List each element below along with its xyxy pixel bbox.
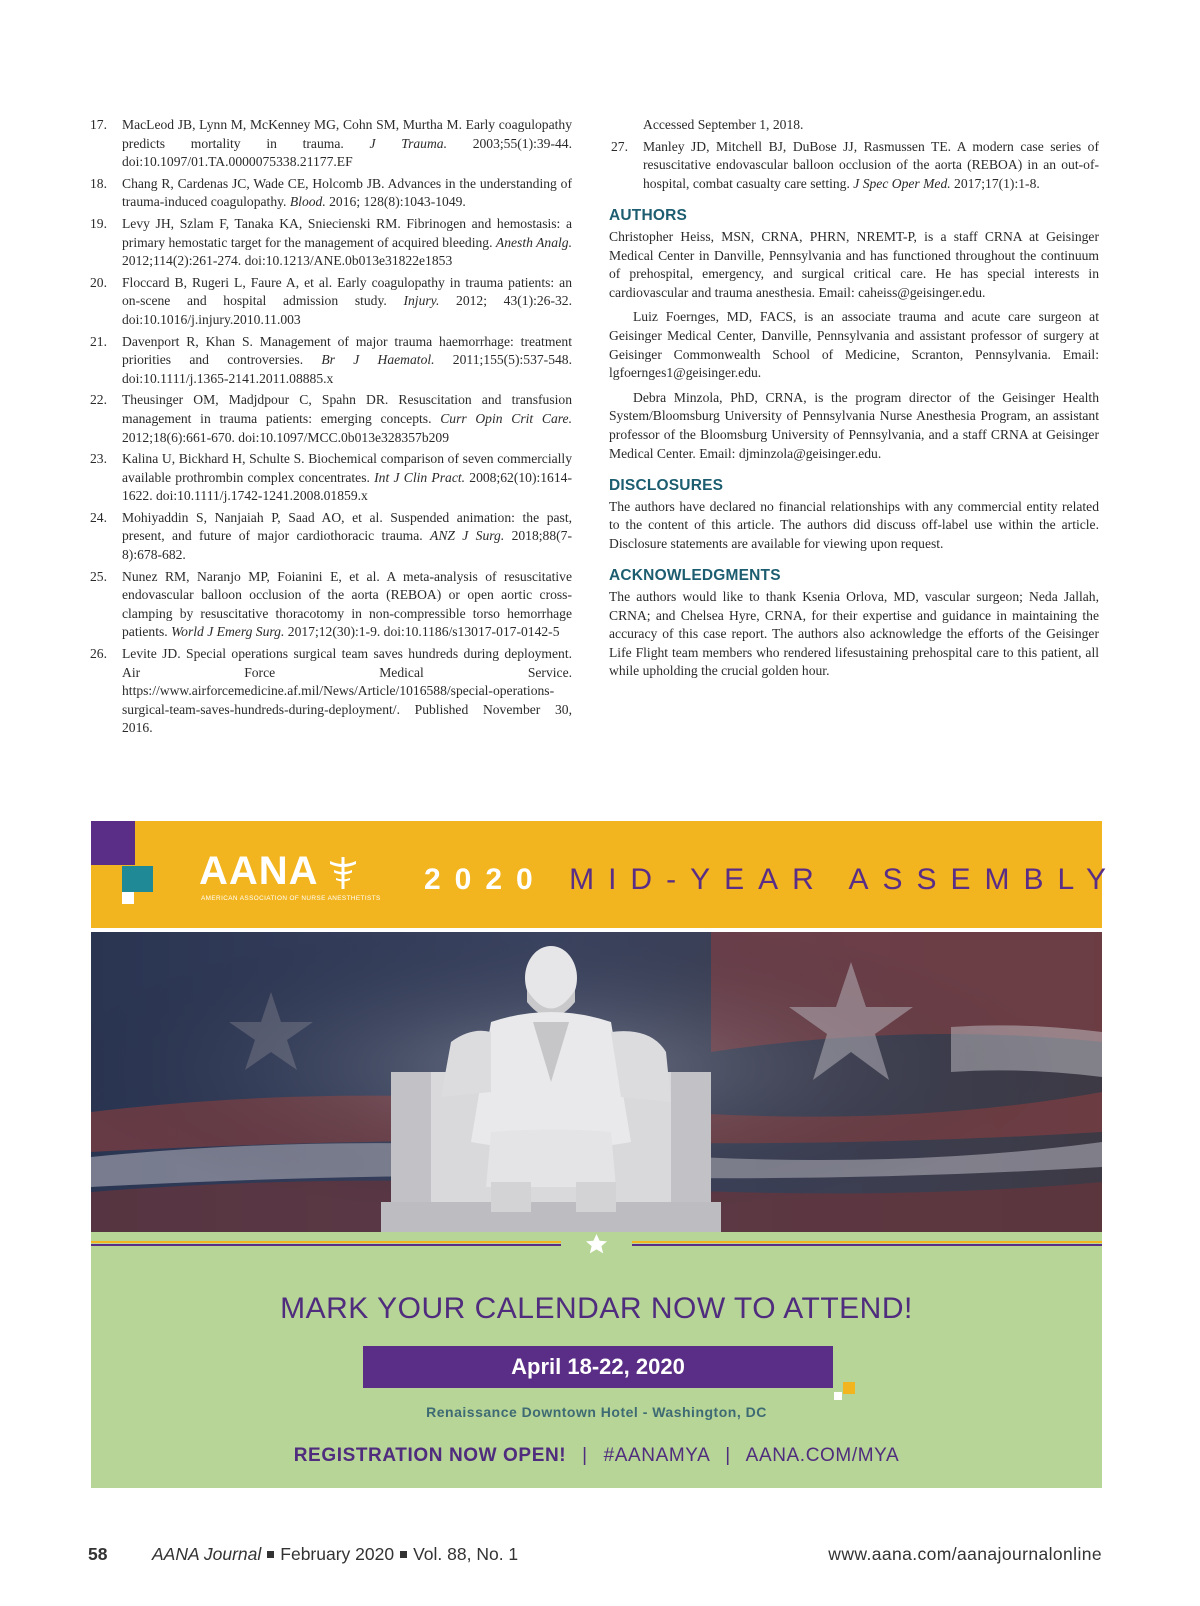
page-number: 58 xyxy=(88,1544,108,1564)
reference-journal: Blood. xyxy=(289,194,326,210)
reference-journal: J Trauma. xyxy=(369,135,447,151)
ad-decor-square-gold xyxy=(843,1382,855,1394)
journal-url: www.aana.com/aanajournalonline xyxy=(828,1544,1102,1564)
reference-text: Levy JH, Szlam F, Tanaka KA, Sniecienski RM. Fibrinogen and hemostasis: a primary hemostatic target for the management of acquired bleeding. xyxy=(122,215,572,250)
ad-decor-square-white-small xyxy=(834,1392,842,1400)
square-bullet-icon xyxy=(267,1551,274,1558)
reference-number: 22. xyxy=(90,392,107,408)
separator: | xyxy=(725,1445,731,1466)
reference-citation: 2008;62(10):1614-1622. doi:10.1111/j.1742-1241.2008.01859.x xyxy=(122,469,572,504)
square-bullet-icon xyxy=(400,1551,407,1558)
reference-number: 26. xyxy=(90,646,107,662)
reference-journal: Anesth Analg. xyxy=(495,234,572,250)
references-left-column xyxy=(88,116,572,741)
reference-citation: 2016; 128(8):1043-1049. xyxy=(325,194,466,210)
reference-text: Nunez RM, Naranjo MP, Foianini E, et al. A meta-analysis of resuscitative endovascular balloon occlusion of the aorta (REBOA) or open aortic cross-clamping by resuscitative thoracotomy in non-compressible torso hemorrhage patients. xyxy=(122,568,572,640)
ad-info-band xyxy=(91,1232,1102,1488)
reference-text: Mohiyaddin S, Nanjaiah P, Saad AO, et al. Suspended animation: the past, present, and future of major cardiothoracic trauma. xyxy=(122,509,572,544)
acknowledgments-heading: ACKNOWLEDGMENTS xyxy=(609,567,781,585)
reference-citation: 2011;155(5):537-548. doi:10.1111/j.1365-2141.2011.08885.x xyxy=(122,352,572,386)
reference-item xyxy=(88,450,572,506)
author-bio-foernges: Luiz Foernges, MD, FACS, is an associate trauma and acute care surgeon at Geisinger Medical Center, Danville, Pennsylvania and assistant professor of surgery at Geisinger Commonwealth School of Medicine, Scranton, Pennsylvania. Email: lgfoernges1@geisinger.edu. xyxy=(609,309,1099,381)
reference-number: 27. xyxy=(611,138,628,154)
star-divider xyxy=(91,1232,1102,1258)
disclosures-text: The authors have declared no financial relationships with any commercial entity related to the content of this article. The authors did discuss off-label use within the article. Disclosure statements are available for viewing upon request. xyxy=(609,498,1099,551)
reference-text: Chang R, Cardenas JC, Wade CE, Holcomb JB. Advances in the understanding of trauma-induced coagulopathy. xyxy=(122,175,572,210)
issue-volume: Vol. 88, No. 1 xyxy=(413,1544,519,1564)
aana-logo: AANA xyxy=(199,849,319,893)
reference-item xyxy=(88,274,572,330)
reference-number: 18. xyxy=(90,175,107,191)
ad-decor-square-white xyxy=(122,892,134,904)
reference-text: Levite JD. Special operations surgical team saves hundreds during deployment. Air Force Medical Service. https://www.airforcemedicine.af.mil/News/Article/1016588/special-operations-surgical-team-saves-hundreds-during-deployment/. Published November 30, 2016. xyxy=(122,646,572,736)
journal-info xyxy=(152,1544,518,1565)
reference-number: 24. xyxy=(90,509,107,525)
aana-logo-subtitle: AMERICAN ASSOCIATION OF NURSE ANESTHETISTS xyxy=(201,895,381,902)
event-dates: April 18-22, 2020 xyxy=(363,1346,833,1388)
ad-headline: MARK YOUR CALENDAR NOW TO ATTEND! xyxy=(280,1292,913,1325)
reference-citation: 2012;18(6):661-670. doi:10.1097/MCC.0b013e328357b209 xyxy=(122,429,450,445)
reference-citation: 2017;12(30):1-9. doi:10.1186/s13017-017-0142-5 xyxy=(284,624,560,640)
right-column xyxy=(609,116,1099,687)
reference-journal: Curr Opin Crit Care. xyxy=(440,410,572,426)
reference-number: 17. xyxy=(90,117,107,132)
reference-number: 20. xyxy=(90,274,107,290)
author-bio-heiss: Christopher Heiss, MSN, CRNA, PHRN, NREMT-P, is a staff CRNA at Geisinger Medical Center in Danville, Pennsylvania and has functioned throughout the continuum of prehospital, emergency, and surgical critical care. He has special interests in cardiovascular and trauma anesthesia. Email: caheiss@geisinger.edu. xyxy=(609,228,1099,300)
reference-citation: 2012;114(2):261-274. doi:10.1213/ANE.0b013e31822e1853 xyxy=(122,253,453,269)
reference-item xyxy=(88,116,572,172)
registration-line xyxy=(91,1445,1102,1467)
event-year: 2020 xyxy=(424,863,547,896)
disclosures-heading: DISCLOSURES xyxy=(609,477,724,495)
event-venue: Renaissance Downtown Hotel - Washington, DC xyxy=(426,1404,767,1420)
ad-header-band xyxy=(91,821,1120,928)
reference-item xyxy=(609,138,1099,194)
reference-text: Kalina U, Bickhard H, Schulte S. Biochemical comparison of seven commercially available prothrombin complex concentrates. xyxy=(122,451,572,485)
issue-date: February 2020 xyxy=(280,1544,395,1564)
reference-journal: Injury. xyxy=(403,293,440,309)
reference-journal: J Spec Oper Med. xyxy=(853,175,951,191)
reference-item xyxy=(88,568,572,642)
reference-item xyxy=(88,215,572,271)
reference-item xyxy=(88,333,572,389)
author-bio-minzola: Debra Minzola, PhD, CRNA, is the program director of the Geisinger Health System/Bloomsburg University of Pennsylvania Nurse Anesthesia Program, an assistant professor of the Bloomsburg University of Pennsylvania, and a staff CRNA at Geisinger Medical Center. Email: djminzola@geisinger.edu. xyxy=(609,389,1099,461)
reference-item xyxy=(88,509,572,565)
reference-text: Floccard B, Rugeri L, Faure A, et al. Early coagulopathy in trauma patients: an on-scene and hospital admission study. xyxy=(122,274,572,309)
ad-decor-square-teal xyxy=(122,866,153,892)
reference-journal: Br J Haematol. xyxy=(321,352,435,368)
event-title xyxy=(424,863,1120,897)
event-url: AANA.COM/MYA xyxy=(745,1445,900,1466)
reference-list-continued xyxy=(609,138,1099,194)
reference-journal: World J Emerg Surg. xyxy=(171,624,285,640)
acknowledgments-text: The authors would like to thank Ksenia Orlova, MD, vascular surgeon; Neda Jallah, CRNA; and Chelsea Hyre, CRNA, for their expertise and guidance in maintaining the accuracy of this case report. The authors also acknowledge the efforts of the Geisinger Life Flight team members who rendered lifesustaining prehospital care to this patient, all while upholding the crucial golden hour. xyxy=(609,589,1099,679)
lincoln-statue-illustration xyxy=(91,932,1102,1232)
reference-item xyxy=(88,175,572,212)
reference-journal: ANZ J Surg. xyxy=(430,528,505,544)
reference-text: Manley JD, Mitchell BJ, DuBose JJ, Rasmussen TE. A modern case series of resuscitative endovascular balloon occlusion of the aorta (REBOA) in an out-of-hospital, combat casualty care setting. xyxy=(643,138,1099,191)
reference-number: 21. xyxy=(90,333,107,349)
reference-text: Theusinger OM, Madjdpour C, Spahn DR. Resuscitation and transfusion management in trauma patients: emerging concepts. xyxy=(122,392,572,426)
registration-open-text: REGISTRATION NOW OPEN! xyxy=(293,1445,567,1466)
separator: | xyxy=(582,1445,588,1466)
caduceus-icon xyxy=(328,855,358,891)
reference-number: 25. xyxy=(90,568,107,584)
reference-number: 23. xyxy=(90,451,107,467)
reference-26-continuation: Accessed September 1, 2018. xyxy=(643,117,804,132)
reference-text: Davenport R, Khan S. Management of major trauma haemorrhage: treatment priorities and controversies. xyxy=(122,333,572,368)
reference-number: 19. xyxy=(90,215,107,231)
reference-item xyxy=(88,645,572,738)
reference-item xyxy=(88,391,572,447)
reference-text: MacLeod JB, Lynn M, McKenney MG, Cohn SM, Murtha M. Early coagulopathy predicts mortality in trauma. xyxy=(122,117,572,151)
reference-citation: 2018;88(7-8):678-682. xyxy=(122,528,572,563)
event-name: MID-YEAR ASSEMBLY xyxy=(569,863,1120,896)
mid-year-assembly-ad xyxy=(91,821,1120,1488)
journal-name: AANA Journal xyxy=(152,1544,262,1564)
reference-list xyxy=(88,116,572,738)
ad-decor-square-purple xyxy=(91,821,135,865)
authors-heading: AUTHORS xyxy=(609,207,688,225)
event-hashtag: #AANAMYA xyxy=(603,1445,710,1466)
reference-citation: 2017;17(1):1-8. xyxy=(950,175,1040,191)
reference-journal: Int J Clin Pract. xyxy=(374,469,466,485)
lincoln-memorial-photo xyxy=(91,932,1102,1232)
reference-citation: 2012; 43(1):26-32. doi:10.1016/j.injury.2010.11.003 xyxy=(122,293,572,327)
reference-citation: 2003;55(1):39-44. doi:10.1097/01.TA.0000075338.21177.EF xyxy=(122,135,572,170)
page-footer xyxy=(88,1544,1102,1568)
